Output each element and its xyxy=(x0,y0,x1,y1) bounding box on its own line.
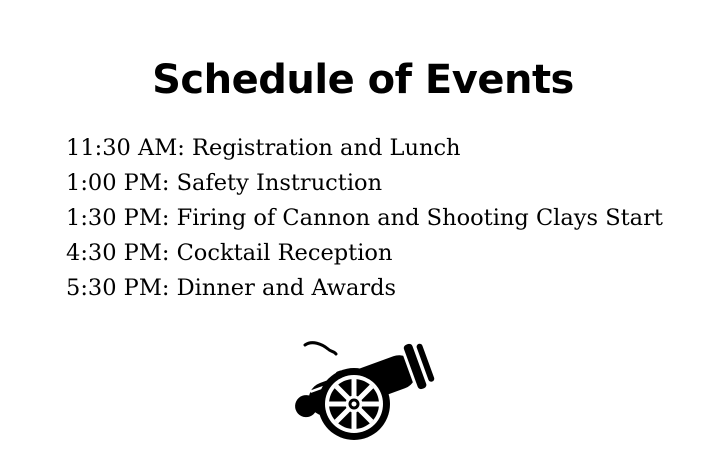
cannon-icon xyxy=(288,318,440,446)
event-list xyxy=(66,131,663,306)
event-item: 11:30 AM: Registration and Lunch xyxy=(66,135,461,161)
event-item: 1:00 PM: Safety Instruction xyxy=(66,170,383,196)
event-item: 4:30 PM: Cocktail Reception xyxy=(66,240,393,266)
event-item: 1:30 PM: Firing of Cannon and Shooting Clays Start xyxy=(66,205,663,231)
page-title: Schedule of Events xyxy=(152,57,574,103)
event-item: 5:30 PM: Dinner and Awards xyxy=(66,275,397,301)
